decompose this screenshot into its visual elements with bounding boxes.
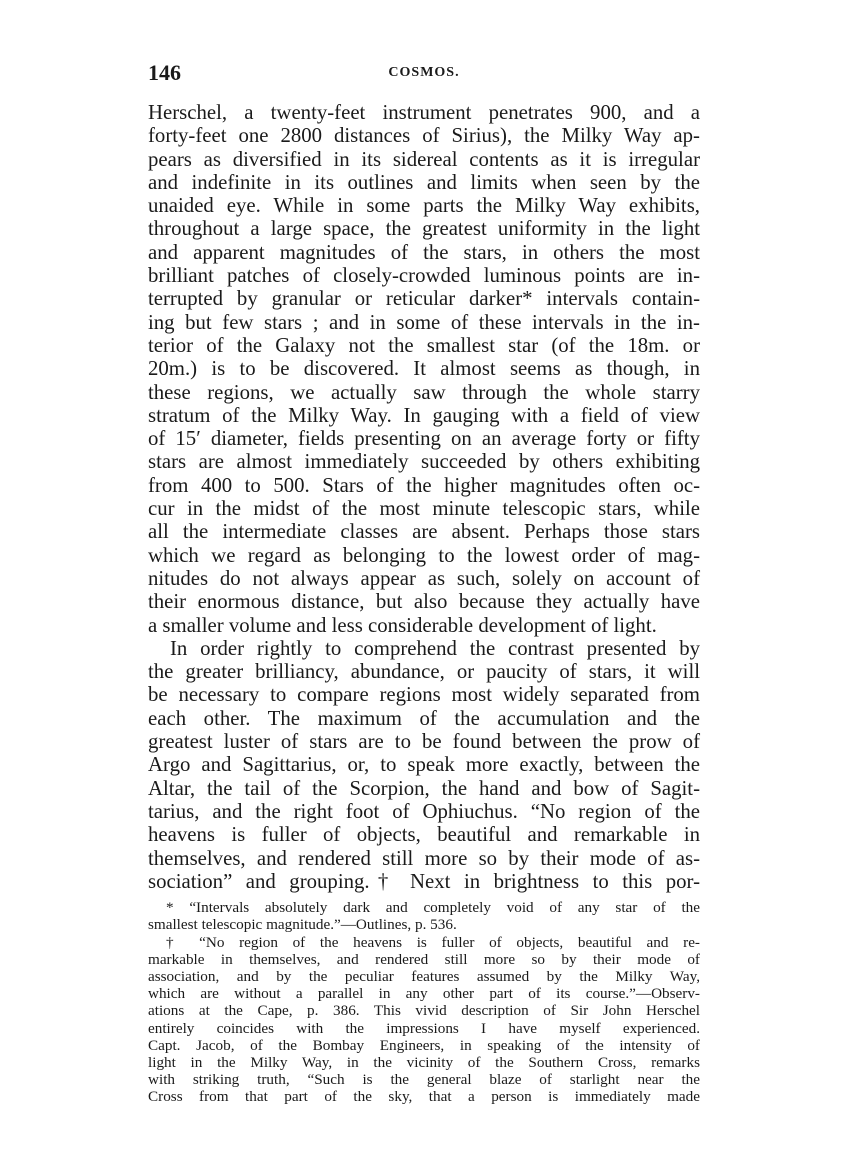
body-text-line: a smaller volume and less considerable development of light.: [148, 613, 657, 637]
body-text-line: of 15′ diameter, fields presenting on an average forty or fifty: [148, 427, 700, 451]
body-text-line: heavens is fuller of objects, beautiful and remarkable in: [148, 823, 700, 847]
body-text-line: themselves, and rendered still more so by their mode of as-: [148, 846, 700, 870]
footnote-line: with striking truth, “Such is the general blaze of starlight near the: [148, 1071, 700, 1089]
footnote-line: association, and by the peculiar features assumed by the Milky Way,: [148, 967, 700, 985]
body-text-line: brilliant patches of closely-crowded luminous points are in-: [148, 264, 700, 288]
book-page: [148, 60, 700, 1106]
body-text-line: these regions, we actually saw through the whole starry: [148, 380, 700, 404]
body-text-line: and indefinite in its outlines and limits when seen by the: [148, 170, 700, 194]
body-text-line: terior of the Galaxy not the smallest star (of the 18m. or: [148, 333, 700, 357]
body-text-line: the greater brilliancy, abundance, or paucity of stars, it will: [148, 660, 700, 684]
body-text-line: forty-feet one 2800 distances of Sirius), the Milky Way ap-: [148, 124, 700, 148]
body-text-line: throughout a large space, the greatest uniformity in the light: [148, 217, 700, 241]
body-text-line: from 400 to 500. Stars of the higher magnitudes often oc-: [148, 473, 700, 497]
running-title: COSMOS.: [388, 65, 460, 80]
body-text-line: which we regard as belonging to the lowest order of mag-: [148, 543, 700, 567]
body-text-line: tarius, and the right foot of Ophiuchus. “No region of the: [148, 799, 700, 823]
footnote-line: light in the Milky Way, in the vicinity of the Southern Cross, remarks: [148, 1053, 700, 1071]
body-text-line: unaided eye. While in some parts the Milky Way exhibits,: [148, 194, 700, 218]
body-text-line: stars are almost immediately succeeded by others exhibiting: [148, 450, 700, 474]
body-text-line: all the intermediate classes are absent. Perhaps those stars: [148, 520, 700, 544]
body-text-line: ing but few stars ; and in some of these intervals in the in-: [148, 310, 700, 334]
body-text-line: In order rightly to comprehend the contrast presented by: [170, 636, 700, 660]
footnote-line: markable in themselves, and rendered still more so by their mode of: [148, 950, 700, 968]
body-text-line: stratum of the Milky Way. In gauging with a field of view: [148, 403, 700, 427]
body-text-line: their enormous distance, but also because they actually have: [148, 590, 700, 614]
body-text-line: nitudes do not always appear as such, solely on account of: [148, 566, 700, 590]
main-text: [148, 101, 700, 893]
body-text-line: each other. The maximum of the accumulation and the: [148, 706, 700, 730]
body-text-line: and apparent magnitudes of the stars, in others the most: [148, 240, 700, 264]
footnote-line: smallest telescopic magnitude.”—Outlines, p. 536.: [148, 916, 457, 934]
footnote-line: † “No region of the heavens is fuller of objects, beautiful and re-: [166, 933, 700, 951]
body-text-line: pears as diversified in its sidereal contents as it is irregular: [148, 147, 700, 171]
body-text-line: Herschel, a twenty-feet instrument penetrates 900, and a: [148, 101, 700, 124]
body-text-line: Altar, the tail of the Scorpion, the hand and bow of Sagit-: [148, 776, 700, 800]
body-text-line: greatest luster of stars are to be found between the prow of: [148, 730, 700, 754]
footnotes: [148, 899, 700, 1105]
body-text-line: terrupted by granular or reticular darker* intervals contain-: [148, 287, 700, 311]
footnote-line: entirely coincides with the impressions I have myself experienced.: [148, 1019, 700, 1037]
running-head: [148, 60, 700, 94]
footnote-line: Cross from that part of the sky, that a person is immediately made: [148, 1088, 700, 1106]
footnote-line: ations at the Cape, p. 386. This vivid description of Sir John Herschel: [148, 1002, 700, 1020]
footnote-line: Capt. Jacob, of the Bombay Engineers, in speaking of the intensity of: [148, 1036, 700, 1054]
footnote-line: * “Intervals absolutely dark and completely void of any star of the: [166, 899, 700, 917]
footnote-line: which are without a parallel in any other part of its course.”—Observ-: [148, 985, 700, 1003]
body-text-line: sociation” and grouping.† Next in brightness to this por-: [148, 869, 700, 893]
body-text-line: cur in the midst of the most minute telescopic stars, while: [148, 497, 700, 521]
body-text-line: be necessary to compare regions most widely separated from: [148, 683, 700, 707]
body-text-line: Argo and Sagittarius, or, to speak more exactly, between the: [148, 753, 700, 777]
body-text-line: 20m.) is to be discovered. It almost seems as though, in: [148, 357, 700, 381]
page-number: 146: [148, 60, 181, 85]
